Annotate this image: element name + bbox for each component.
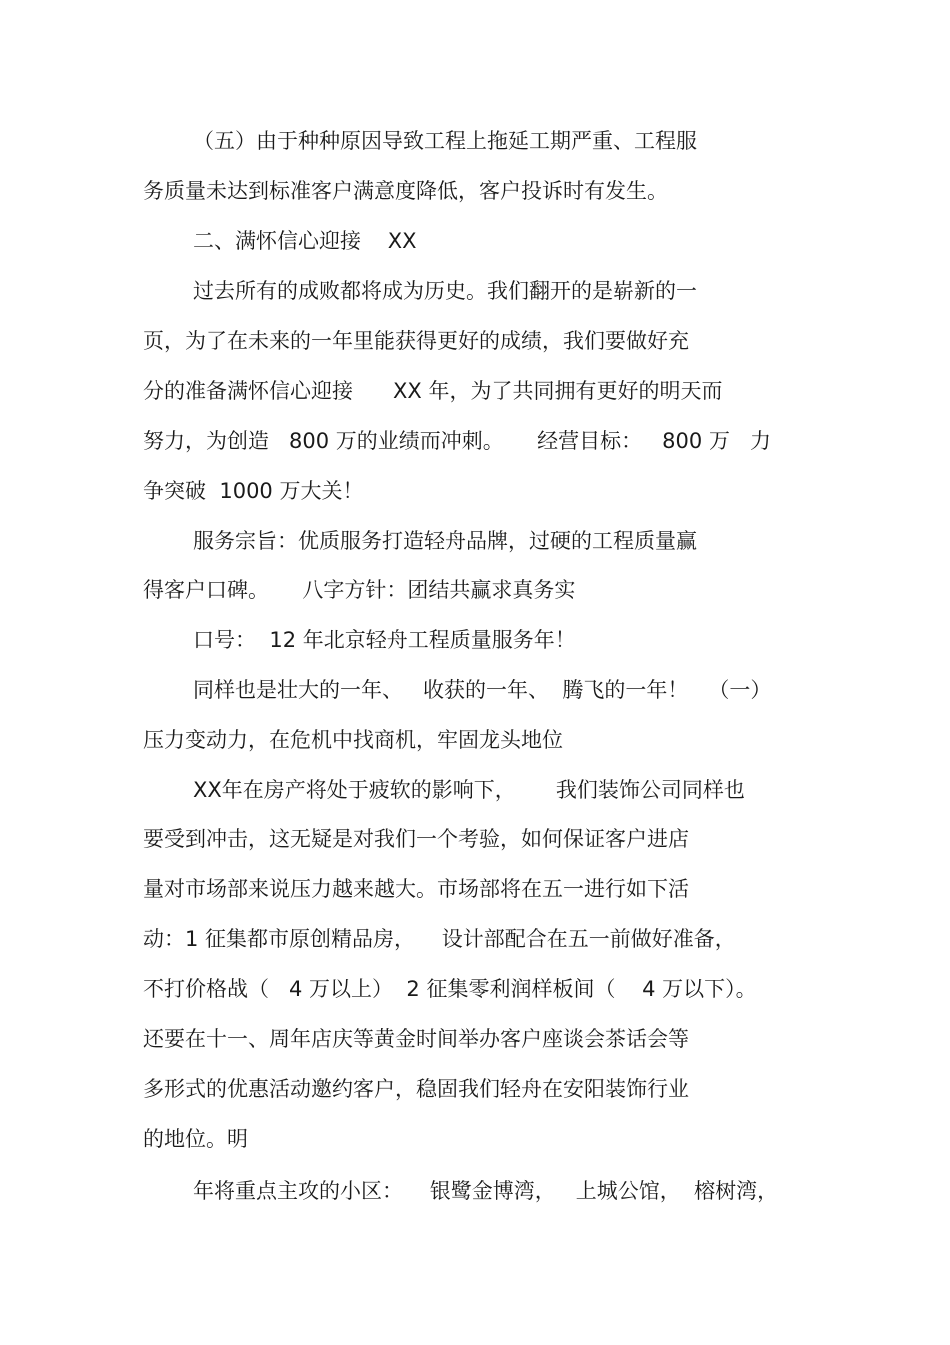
text-line: 努力，为创造 800 万的业绩而冲刺。 经营目标： 800 万 力 [143,429,771,453]
text-line: 得客户口碑。 八字方针：团结共赢求真务实 [143,578,576,602]
text-line: （五）由于种种原因导致工程上拖延工期严重、工程服 [193,129,697,153]
text-line: XX年在房产将处于疲软的影响下， 我们装饰公司同样也 [193,778,745,802]
text-line: 分的准备满怀信心迎接 XX 年，为了共同拥有更好的明天而 [143,379,723,403]
text-line: 要受到冲击，这无疑是对我们一个考验，如何保证客户进店 [143,827,689,851]
text-line: 口号： 12 年北京轻舟工程质量服务年！ [193,628,576,652]
text-line: 还要在十一、周年店庆等黄金时间举办客户座谈会茶话会等 [143,1027,689,1051]
text-line: 多形式的优惠活动邀约客户，稳固我们轻舟在安阳装饰行业 [143,1077,689,1101]
text-line: 过去所有的成败都将成为历史。我们翻开的是崭新的一 [193,279,697,303]
text-line: 服务宗旨：优质服务打造轻舟品牌，过硬的工程质量赢 [193,529,697,553]
text-line: 务质量未达到标准客户满意度降低，客户投诉时有发生。 [143,179,668,203]
text-line: 同样也是壮大的一年、 收获的一年、 腾飞的一年！ （一） [193,678,772,702]
text-line: 压力变动力，在危机中找商机，牢固龙头地位 [143,728,563,752]
section-heading: 二、满怀信心迎接 XX [193,229,417,253]
text-line: 争突破 1000 万大关！ [143,479,364,503]
text-line: 页，为了在未来的一年里能获得更好的成绩，我们要做好充 [143,329,689,353]
text-line: 年将重点主攻的小区： 银鹭金博湾， 上城公馆， 榕树湾， [193,1179,779,1203]
text-line: 动：1 征集都市原创精品房， 设计部配合在五一前做好准备， [143,927,736,951]
text-line: 的地位。明 [143,1127,248,1151]
text-line: 量对市场部来说压力越来越大。市场部将在五一进行如下活 [143,877,689,901]
text-line: 不打价格战（ 4 万以上） 2 征集零利润样板间（ 4 万以下）。 [143,977,757,1001]
